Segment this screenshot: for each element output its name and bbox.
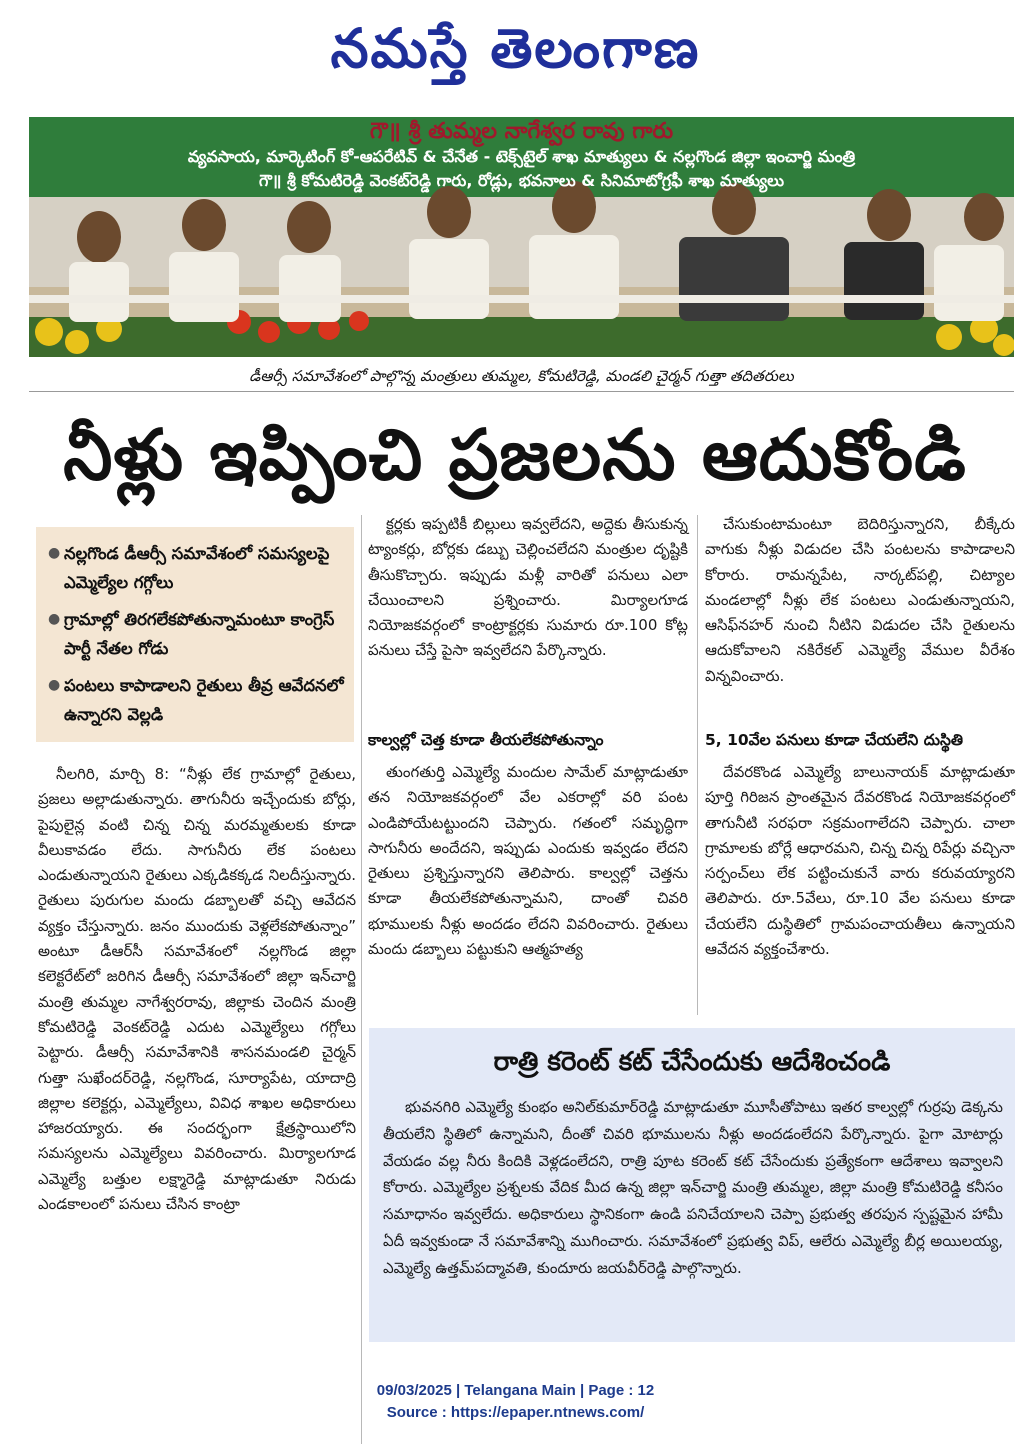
highlights-box: [36, 527, 354, 742]
highlight-text: పంటలు కాపాడాలని రైతులు తీవ్ర ఆవేదనలో ఉన్నారని వెల్లడి: [64, 676, 344, 724]
highlight-item: [48, 605, 344, 663]
article-paragraph: క్టర్లకు ఇప్పటికీ బిల్లులు ఇవ్వలేదని, అద్దెకు తీసుకున్న ట్యాంకర్లు, బోర్లకు డబ్బు చెల్లించలేదని మంత్రుల దృష్టికి తీసుకొచ్చారు. ఇప్పుడు మళ్లీ వారితో పనులు ఎలా చేయించాలని ప్రశ్నించారు. మిర్యాలగూడ నియోజకవర్గంలో కాంట్రాక్టర్లకు సుమారు రూ.100 కోట్ల పనులు చేస్తే పైసా ఇవ్వలేదని పేర్కొన్నారు.: [368, 515, 688, 660]
article-paragraph: తుంగతుర్తి ఎమ్మెల్యే మందుల సామేల్ మాట్లాడుతూ తన నియోజకవర్గంలో వేల ఎకరాల్లో వరి పంట ఎండిపోయేటట్టుందని చెప్పారు. గతంలో సమృద్ధిగా సాగునీరు అందేదని, ఇప్పుడు ఎందుకు ఇవ్వడం లేదని రైతులు ప్రశ్నిస్తున్నారని తెలిపారు. కాల్వల్లో చెత్తను కూడా తీయలేకపోతున్నామని, దాంతో చివరి భూములకు నీళ్లు అందడం లేదని వివరించారు. రైతులు మందు డబ్బాలు పట్టుకుని ఆత్మహత్య: [368, 763, 688, 959]
highlight-item: [48, 671, 344, 729]
photo-caption: డీఆర్సీ సమావేశంలో పాల్గొన్న మంత్రులు తుమ్మల, కోమటిరెడ్డి, మండలి చైర్మన్ గుత్తా తదితరులు: [249, 367, 794, 385]
photo-banner-line-3: గౌ॥ శ్రీ కోమటిరెడ్డి వెంకట్‌రెడ్డి గారు, రోడ్లు, భవనాలు & సినిమాటోగ్రఫీ శాఖ మాత్యులు: [258, 171, 785, 190]
highlight-text: గ్రామాల్లో తిరగలేకపోతున్నామంటూ కాంగ్రెస్ పార్టీ నేతల గోడు: [64, 610, 335, 658]
photo-banner-line-2: వ్యవసాయ, మార్కెటింగ్ కో-ఆపరేటివ్ & చేనేత - టెక్స్‌టైల్ శాఖ మాత్యులు & నల్లగొండ జిల్లా ఇంచార్జి మంత్రి: [187, 147, 856, 166]
article-paragraph: దేవరకొండ ఎమ్మెల్యే బాలునాయక్ మాట్లాడుతూ పూర్తి గిరిజన ప్రాంతమైన దేవరకొండ నియోజకవర్గంలో తాగునీటి సరఫరా సక్రమంగాలేదని చెప్పారు. చాలా గ్రామాలకు బోర్లే ఆధారమని, చిన్న చిన్న రిపేర్లు వచ్చినా సర్పంచ్‌లు లేక పట్టించుకునే వారు కరువయ్యారని తెలిపారు. రూ.5వేలు, రూ.10 వేల పనులు కూడా చేయలేని దుస్థితిలో గ్రామపంచాయతీలు ఉన్నాయని ఆవేదన వ్యక్తంచేశారు.: [705, 763, 1015, 959]
edition-info: 09/03/2025 | Telangana Main | Page : 12: [376, 1382, 655, 1399]
newspaper-masthead: నమస్తే తెలంగాణ: [330, 16, 701, 80]
subheading-works: 5, 10వేల పనులు కూడా చేయలేని దుస్థితి: [705, 731, 963, 749]
subheading-canals: కాల్వల్లో చెత్త కూడా తీయలేకపోతున్నాం: [368, 731, 604, 749]
article-paragraph: నీలగిరి, మార్చి 8: “నీళ్లు లేక గ్రామాల్లో రైతులు, ప్రజలు అల్లాడుతున్నారు. తాగునీరు ఇచ్చేందుకు బోర్లు, పైపులైన్ల వంటి చిన్న చిన్న మరమ్మతులకు కూడా వీలుకావడం లేదు. సాగునీరు లేక పంటలు ఎండుతున్నాయని రైతులు ఎక్కడికక్కడ నిలదీస్తున్నారు. రైతులు పురుగుల మందు డబ్బాలతో వచ్చి ఆవేదన వ్యక్తం చేస్తున్నారు. జనం ముందుకు వెళ్లలేకపోతున్నాం” అంటూ డీఆర్‌సీ సమావేశంలో నల్లగొండ జిల్లా కలెక్టరేట్‌లో జరిగిన డీఆర్సీ సమావేశంలో జిల్లా ఇన్‌చార్జి మంత్రి తుమ్మల నాగేశ్వరరావు, జిల్లాకు చెందిన మంత్రి కోమటిరెడ్డి వెంకట్‌రెడ్డి ఎదుట ఎమ్మెల్యేలు గగ్గోలు పెట్టారు. డీఆర్సీ సమావేశానికి శాసనమండలి చైర్మన్ గుత్తా సుఖేందర్‌రెడ్డి, నల్లగొండ, సూర్యాపేట, యాదాద్రి జిల్లాల కలెక్టర్లు, ఎమ్మెల్యేలు, వివిధ శాఖల అధికారులు హాజరయ్యారు. ఈ సందర్భంగా క్షేత్రస్థాయిలోని సమస్యలను ఎమ్మెల్యేలు వివరించారు. మిర్యాలగూడ ఎమ్మెల్యే బత్తుల లక్ష్మారెడ్డి మాట్లాడుతూ నిరుడు ఎండకాలంలో పనులు చేసిన కాంట్రా: [38, 765, 356, 1214]
bullet-icon: ●: [48, 611, 61, 627]
meeting-photo: [29, 117, 1014, 357]
boxed-story-paragraph: భువనగిరి ఎమ్మెల్యే కుంభం అనిల్‌కుమార్‌రెడ్డి మాట్లాడుతూ మూసీతోపాటు ఇతర కాల్వల్లో గుర్రపు డెక్కను తీయలేని స్థితిలో ఉన్నామని, దీంతో చివరి భూములను నీళ్లు అందడంలేదని పేర్కొన్నారు. పైగా మోటార్లు వేయడం వల్ల నీరు కిందికి వెళ్లడంలేదని, రాత్రి పూట కరెంట్ కట్ చేసేందుకు ప్రత్యేకంగా ఆదేశాలు ఇవ్వాలని కోరారు. ఎమ్మెల్యేల ప్రశ్నలకు వేదిక మీద ఉన్న జిల్లా ఇన్‌చార్జి మంత్రి తుమ్మల, జిల్లా మంత్రి కోమటిరెడ్డి కనీసం సమాధానం ఇవ్వలేదు. అధికారులు స్థానికంగా ఉండి పనిచేయాలని చెప్పా ప్రభుత్వ తరపున స్పష్టమైన హామీ ఏదీ ఇవ్వకుండా నే సమావేశాన్ని ముగించారు. సమావేశంలో ప్రభుత్వ విప్, ఆలేరు ఎమ్మెల్యే బీర్ల అయిలయ్య, ఎమ్మెల్యే ఉత్తమ్‌పద్మావతి, కుందూరు జయవీర్‌రెడ్డి పాల్గొన్నారు.: [383, 1098, 1003, 1277]
boxed-story-text: [383, 1094, 1003, 1282]
boxed-story: [369, 1028, 1015, 1342]
article-column-right-bottom: [705, 760, 1015, 962]
bullet-icon: ●: [48, 545, 61, 561]
photo-banner-line-1: గౌ॥ శ్రీ తుమ్మల నాగేశ్వర రావు గారు: [369, 119, 674, 144]
column-divider: [697, 515, 698, 1015]
article-column-right-top: [705, 512, 1015, 689]
highlight-text: నల్లగొండ డీఆర్సీ సమావేశంలో సమస్యలపై ఎమ్మెల్యేల గగ్గోలు: [64, 544, 330, 592]
bullet-icon: ●: [48, 677, 61, 693]
article-paragraph: చేసుకుంటామంటూ బెదిరిస్తున్నారని, బీక్కేరు వాగుకు నీళ్లు విడుదల చేసి పంటలను కాపాడాలని కోరారు. రామన్నపేట, నార్కట్‌పల్లి, చిట్యాల మండలాల్లో నీళ్లు లేక పంటలు ఎండుతున్నాయని, ఆసిఫ్‌నహర్ నుంచి నీటిని విడుదల చేసి రైతులను ఆదుకోవాలని నకిరేకల్ ఎమ్మెల్యే వేముల వీరేశం విన్నవించారు.: [705, 515, 1015, 685]
headline: నీళ్లు ఇప్పించి ప్రజలను ఆదుకోండి: [63, 414, 967, 496]
article-column-middle-top: [368, 512, 688, 664]
highlight-item: [48, 539, 344, 597]
boxed-story-title: రాత్రి కరెంట్ కట్ చేసేందుకు ఆదేశించండి: [493, 1047, 891, 1077]
article-column-left: [38, 762, 356, 1217]
column-divider: [361, 515, 362, 1444]
caption-divider: [29, 391, 1014, 392]
article-column-middle-bottom: [368, 760, 688, 962]
source-link[interactable]: Source : https://epaper.ntnews.com/: [386, 1404, 645, 1421]
